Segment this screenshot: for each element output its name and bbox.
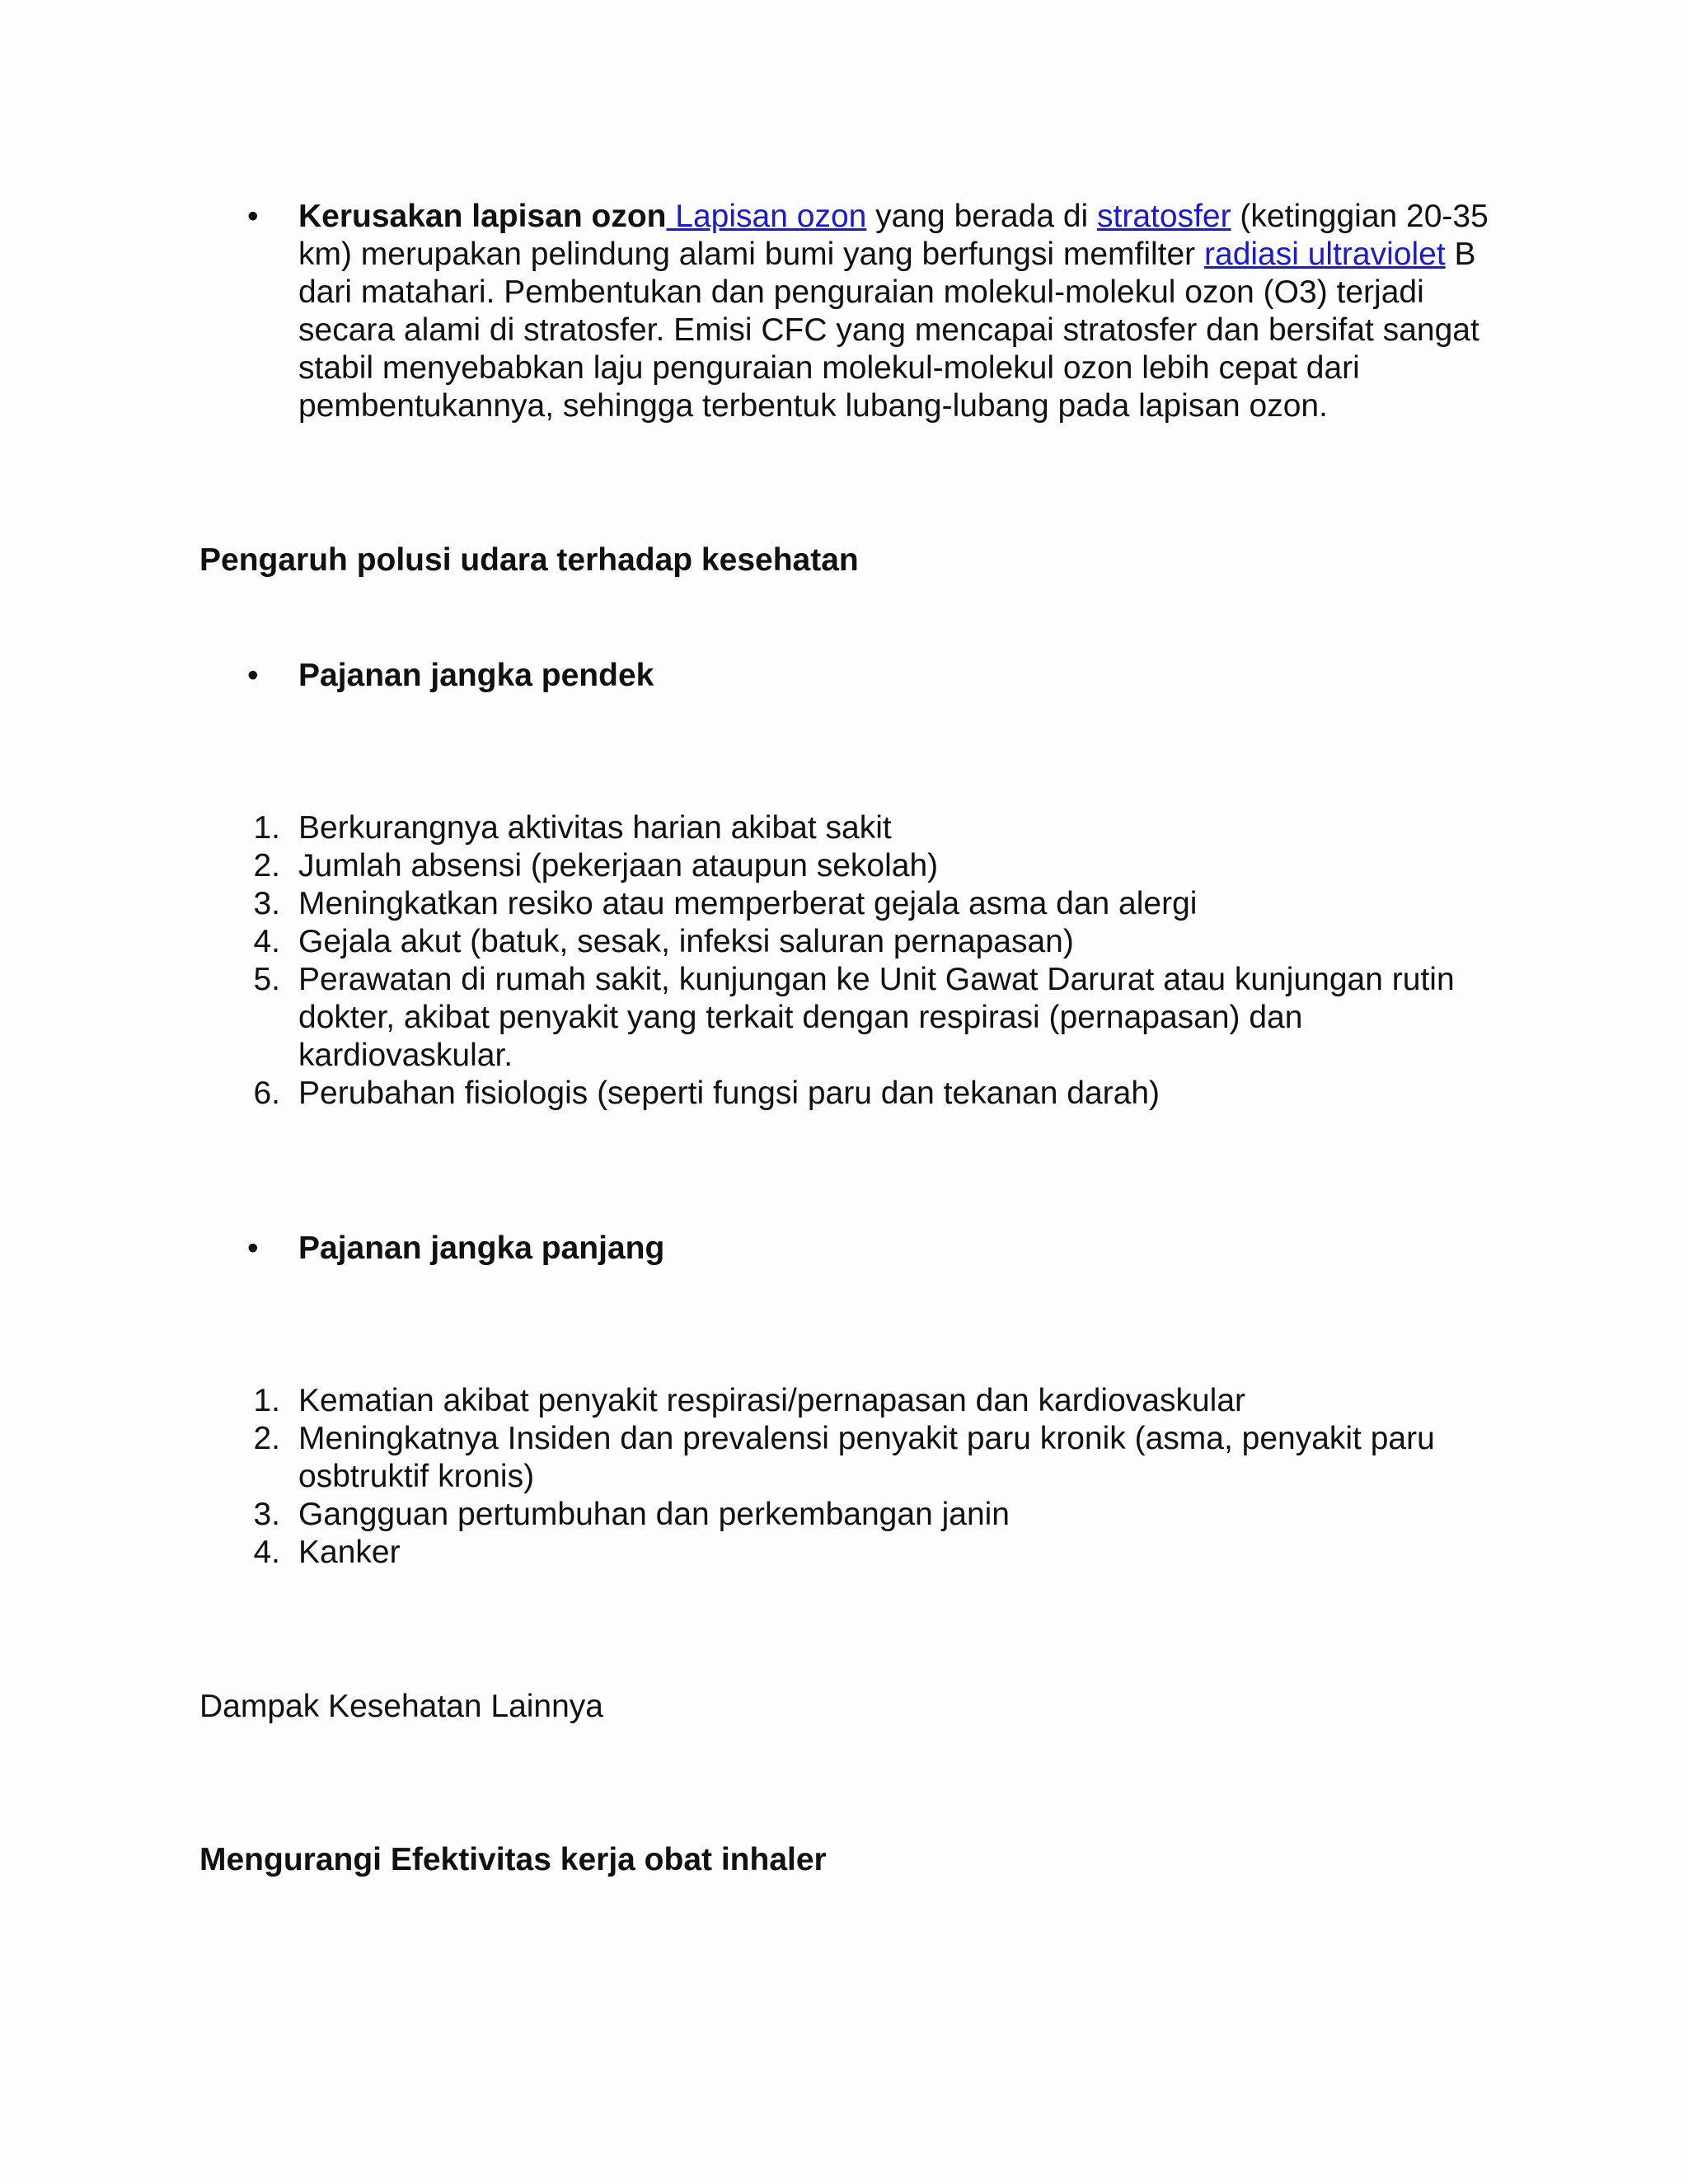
- inhaler-heading: Mengurangi Efektivitas kerja obat inhaler: [199, 1842, 827, 1877]
- list-item-text: Jumlah absensi (pekerjaan ataupun sekolah): [298, 848, 939, 883]
- list-item: [199, 1075, 1502, 1113]
- ozone-list-item: [199, 198, 1502, 425]
- list-item: [199, 1420, 1502, 1496]
- list-number: 2.: [253, 848, 280, 883]
- list-number: 3.: [253, 886, 280, 921]
- long-term-list: [199, 1382, 1502, 1572]
- ozone-title: Kerusakan lapisan ozon: [298, 199, 667, 234]
- other-impacts-text: Dampak Kesehatan Lainnya: [199, 1689, 603, 1724]
- list-number: 1.: [253, 810, 280, 846]
- ozone-paragraph: [199, 198, 1502, 425]
- short-term-list: [199, 809, 1502, 1113]
- list-item: [199, 1382, 1502, 1420]
- long-term-title: Pajanan jangka panjang: [298, 1230, 665, 1266]
- bullet-marker: •: [247, 658, 259, 693]
- list-item-text: Gejala akut (batuk, sesak, infeksi saluran pernapasan): [298, 924, 1074, 959]
- ozone-text-3: B dari matahari. Pembentukan dan penguraian molekul-molekul ozon (O3) terjadi secara alami di stratosfer. Emisi CFC yang mencapai stratosfer dan bersifat sangat stabil menyebabkan laju penguraian molekul-molekul ozon lebih cepat dari pembentukannya, sehingga terbentuk lubang-lubang pada lapisan ozon.: [298, 237, 1479, 424]
- bullet-marker: •: [247, 1230, 259, 1266]
- list-item-text: Meningkatnya Insiden dan prevalensi penyakit paru kronik (asma, penyakit paru osbtruktif kronis): [298, 1421, 1435, 1494]
- list-number: 4.: [253, 924, 280, 959]
- list-item-text: Berkurangnya aktivitas harian akibat sakit: [298, 810, 892, 846]
- long-term-bullet: [199, 1230, 1502, 1268]
- ozone-text-2: (ketinggian 20-35 km) merupakan pelindung alami bumi yang berfungsi memfilter: [298, 199, 1489, 272]
- list-number: 6.: [253, 1076, 280, 1111]
- list-number: 4.: [253, 1535, 280, 1570]
- list-item: [199, 809, 1502, 847]
- bullet-marker: •: [247, 199, 259, 234]
- list-item: [199, 923, 1502, 961]
- long-term-list-item: [199, 1230, 1502, 1268]
- list-number: 2.: [253, 1421, 280, 1456]
- list-item-text: Gangguan pertumbuhan dan perkembangan janin: [298, 1497, 1010, 1532]
- list-item-text: Meningkatkan resiko atau memperberat gejala asma dan alergi: [298, 886, 1198, 921]
- list-item-text: Perawatan di rumah sakit, kunjungan ke Unit Gawat Darurat atau kunjungan rutin dokter, akibat penyakit yang terkait dengan respirasi (pernapasan) dan kardiovaskular.: [298, 962, 1455, 1073]
- list-number: 3.: [253, 1497, 280, 1532]
- health-effects-heading: Pengaruh polusi udara terhadap kesehatan: [199, 542, 859, 578]
- short-term-list-item: [199, 657, 1502, 695]
- short-term-bullet: [199, 657, 1502, 695]
- list-item-text: Kematian akibat penyakit respirasi/pernapasan dan kardiovaskular: [298, 1383, 1245, 1418]
- list-item: [199, 961, 1502, 1075]
- list-item: [199, 1534, 1502, 1572]
- lapisan-ozon-link[interactable]: Lapisan ozon: [666, 199, 867, 234]
- list-item: [199, 1496, 1502, 1534]
- ozone-text-1: yang berada di: [866, 199, 1098, 234]
- short-term-title: Pajanan jangka pendek: [298, 658, 654, 693]
- list-item-text: Perubahan fisiologis (seperti fungsi paru dan tekanan darah): [298, 1076, 1160, 1111]
- stratosfer-link[interactable]: stratosfer: [1097, 199, 1231, 234]
- list-item-text: Kanker: [298, 1535, 401, 1570]
- list-item: [199, 885, 1502, 923]
- list-number: 5.: [253, 962, 280, 997]
- radiasi-ultraviolet-link[interactable]: radiasi ultraviolet: [1204, 237, 1446, 272]
- list-item: [199, 847, 1502, 885]
- list-number: 1.: [253, 1383, 280, 1418]
